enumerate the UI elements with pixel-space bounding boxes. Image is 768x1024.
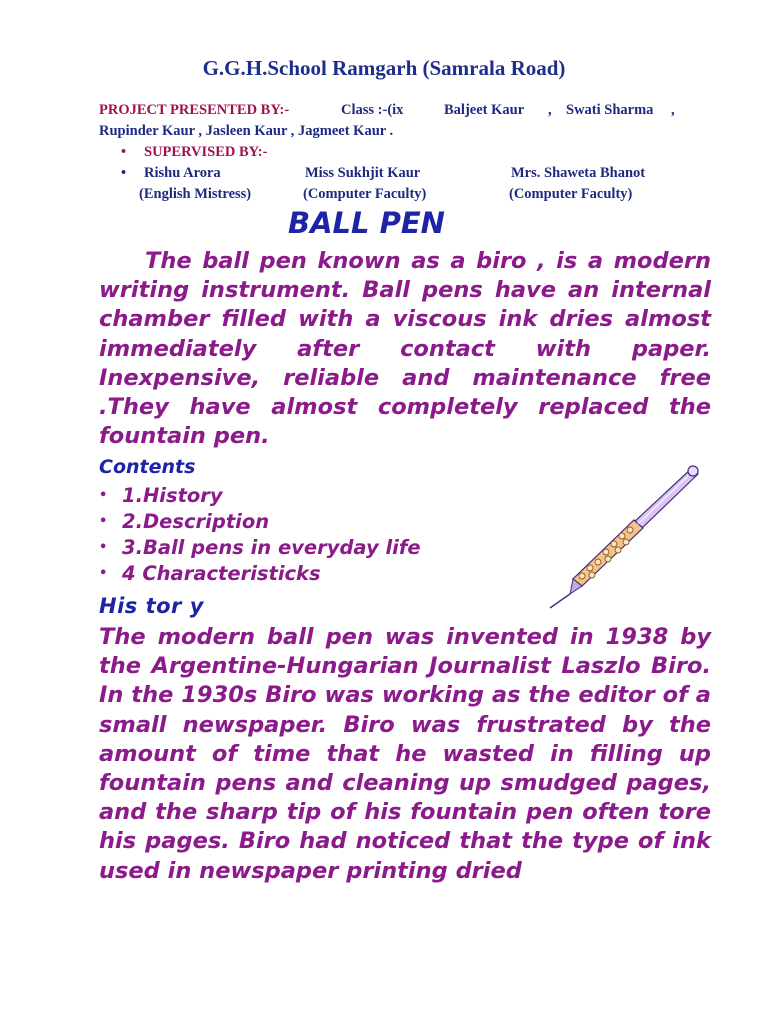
supervisor-name: Rishu Arora bbox=[144, 165, 221, 181]
presented-by-label: PROJECT PRESENTED BY:- bbox=[99, 102, 290, 118]
supervised-row: • SUPERVISED BY:- bbox=[99, 142, 719, 163]
ball-pen-icon bbox=[542, 462, 702, 612]
history-paragraph: The modern ball pen was invented in 1938 by the Argentine-Hungarian Journalist Laszlo Biro. In the 1930s Biro was working as the editor of a small newspaper. Biro was frustrated by the amount of time that he wasted in filling up fountain pens and cleaning up smudged pages, and the sharp tip of his fountain pen often tore his pages. Biro had noticed that the type of ink used in newspaper printing dried bbox=[99, 624, 711, 884]
school-title: G.G.H.School Ramgarh (Samrala Road) bbox=[202, 56, 566, 80]
list-item: • 3.Ball pens in everyday life bbox=[99, 536, 421, 559]
supervisor-name: Miss Sukhjit Kaur bbox=[305, 165, 421, 181]
supervisor-role: (English Mistress) bbox=[139, 186, 252, 202]
document-title: BALL PEN bbox=[288, 206, 445, 240]
supervisor-role: (Computer Faculty) bbox=[303, 186, 427, 202]
list-item: • 1.History bbox=[99, 484, 223, 507]
bullet-icon: • bbox=[99, 514, 108, 529]
supervisor-roles-row bbox=[99, 184, 719, 205]
credits-row-2: Rupinder Kaur , Jasleen Kaur , Jagmeet Kaur . bbox=[99, 123, 394, 139]
project-credits bbox=[99, 100, 719, 205]
supervisor-name: Mrs. Shaweta Bhanot bbox=[511, 165, 646, 181]
bullet-icon: • bbox=[99, 488, 108, 503]
list-item: • 4 Characteristicks bbox=[99, 562, 321, 585]
supervisor-role: (Computer Faculty) bbox=[509, 186, 633, 202]
supervisor-names-row: • Rishu Arora Miss Sukhjit Kaur Mrs. Shaweta Bhanot bbox=[99, 163, 719, 184]
intro-paragraph: The ball pen known as a biro , is a modern writing instrument. Ball pens have an internal chamber filled with a viscous ink dries almost immediately after contact with paper. Inexpensive, reliable and maintenance free .They have almost completely replaced the fountain pen. bbox=[99, 248, 711, 450]
list-item: • 2.Description bbox=[99, 510, 270, 533]
pen-nib bbox=[550, 594, 570, 608]
pen-drawing bbox=[550, 466, 698, 608]
supervised-by-label: SUPERVISED BY:- bbox=[144, 144, 268, 160]
pen-cap-end bbox=[688, 466, 698, 476]
history-heading: His tor y bbox=[99, 594, 204, 618]
bullet-icon: • bbox=[99, 540, 108, 555]
bullet-icon: • bbox=[99, 566, 108, 581]
credits-row-1: PROJECT PRESENTED BY:- Class :-(ix Baljeet Kaur , Swati Sharma , bbox=[99, 100, 719, 121]
presenter-name: Baljeet Kaur bbox=[444, 102, 525, 118]
presenter-name: Swati Sharma bbox=[566, 102, 654, 118]
contents-list bbox=[99, 483, 421, 587]
contents-heading: Contents bbox=[99, 456, 196, 478]
class-label: Class :-(ix bbox=[341, 102, 404, 118]
